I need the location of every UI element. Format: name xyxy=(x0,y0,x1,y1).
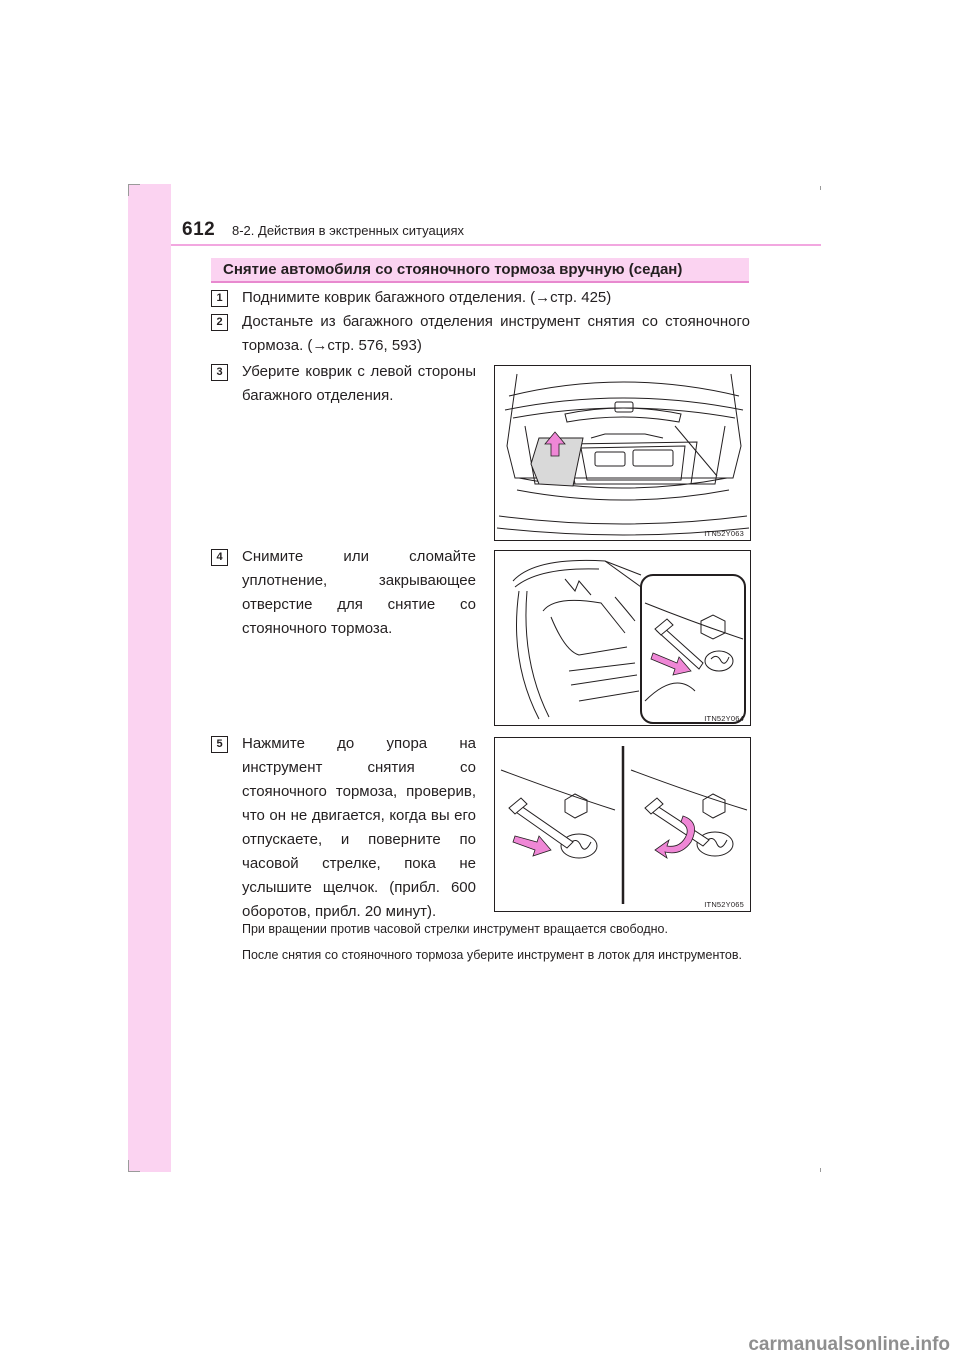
figure-code-1: ITN52Y063 xyxy=(704,529,744,538)
trunk-illustration-drawing xyxy=(495,366,751,541)
figure-code-2: ITN52Y064 xyxy=(704,714,744,723)
tool-rotation-drawing xyxy=(495,738,751,912)
note-store-tool: После снятия со стояночного тормоза уберите инструмент в лоток для инструментов. xyxy=(242,948,742,962)
crop-mark-top-right xyxy=(820,186,821,190)
step-number-1: 1 xyxy=(211,290,228,307)
section-title: Снятие автомобиля со стояночного тормоза вручную (седан) xyxy=(223,261,683,278)
seal-illustration-drawing xyxy=(495,551,751,726)
header-divider xyxy=(171,244,821,246)
chapter-title: 8-2. Действия в экстренных ситуациях xyxy=(232,223,464,238)
step-text-4: Снимите или сломайте уплотнение, закрывающее отверстие для снятие со стояночного тормоза. xyxy=(242,548,476,637)
step-text-2: Достаньте из багажного отделения инструмент снятия со стояночного тормоза. (→стр. 576, 593) xyxy=(242,313,750,354)
tool-rotation-illustration xyxy=(494,737,751,912)
step-text-1: Поднимите коврик багажного отделения. (→стр. 425) xyxy=(242,289,612,306)
crop-mark-top-left-vertical xyxy=(128,184,129,196)
crop-mark-top-left xyxy=(128,184,140,185)
figure-code-3: ITN52Y065 xyxy=(704,900,744,909)
section-header xyxy=(211,258,749,283)
step-text-3: Уберите коврик с левой стороны багажного отделения. xyxy=(242,363,476,404)
seal-removal-illustration xyxy=(494,550,751,726)
crop-mark-bottom-left-horizontal xyxy=(128,1171,140,1172)
step-number-2: 2 xyxy=(211,314,228,331)
crop-mark-bottom-right xyxy=(820,1168,821,1172)
page-number: 612 xyxy=(182,219,216,240)
site-watermark: carmanualsonline.info xyxy=(748,1334,950,1355)
page-sidebar-tab xyxy=(128,184,171,1172)
note-ccw-rotation: При вращении против часовой стрелки инструмент вращается свободно. xyxy=(242,922,668,936)
step-number-5: 5 xyxy=(211,736,228,753)
step-text-5: Нажмите до упора на инструмент снятия со стояночного тормоза, проверив, что он не двигается, когда вы его отпускаете, и поверните по часовой стрелке, пока не услышите щелчок. (прибл. 600 оборотов, прибл. 20 минут). xyxy=(242,735,476,920)
step-number-4: 4 xyxy=(211,549,228,566)
trunk-mat-removal-illustration xyxy=(494,365,751,541)
step-number-3: 3 xyxy=(211,364,228,381)
